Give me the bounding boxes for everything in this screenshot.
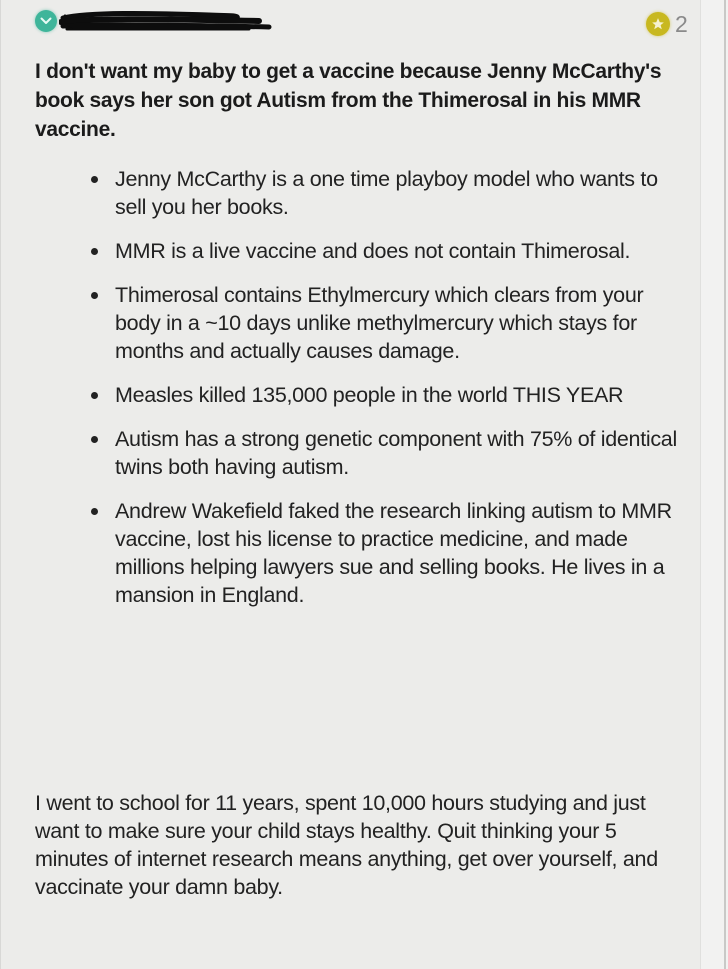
list-item <box>89 165 689 221</box>
list-item-text: Jenny McCarthy is a one time playboy model who wants to sell you her books. <box>115 167 658 219</box>
closing-paragraph: I went to school for 11 years, spent 10,000 hours studying and just want to make sure your child stays healthy. Quit thinking your 5 minutes of internet research means anything, get over yourself, and vaccinate your damn baby. <box>35 791 658 899</box>
answer-bullet-list <box>89 165 689 625</box>
bullet-icon <box>91 508 98 515</box>
star-count: 2 <box>675 11 688 37</box>
list-item <box>89 237 689 265</box>
list-item <box>89 497 689 609</box>
list-item <box>89 281 689 365</box>
list-item-text: Measles killed 135,000 people in the world THIS YEAR <box>115 383 624 407</box>
scrollbar[interactable] <box>700 0 728 969</box>
question-text: I don't want my baby to get a vaccine because Jenny McCarthy's book says her son got Autism from the Thimerosal in his MMR vaccine. <box>35 60 662 141</box>
list-item-text: Thimerosal contains Ethylmercury which clears from your body in a ~10 days unlike methylmercury which stays for months and actually causes damage. <box>115 283 644 363</box>
list-item-text: MMR is a live vaccine and does not contain Thimerosal. <box>115 239 631 263</box>
list-item <box>89 425 689 481</box>
list-item-text: Andrew Wakefield faked the research linking autism to MMR vaccine, lost his license to practice medicine, and made millions helping lawyers sue and selling books. He lives in a mansion in England. <box>115 499 672 607</box>
bullet-icon <box>91 436 98 443</box>
check-circle-icon[interactable] <box>35 10 57 32</box>
bullet-icon <box>91 176 98 183</box>
star-icon[interactable] <box>646 12 670 36</box>
post-header <box>1 0 701 48</box>
username-redacted <box>59 10 279 32</box>
bullet-icon <box>91 292 98 299</box>
list-item-text: Autism has a strong genetic component with 75% of identical twins both having autism. <box>115 427 677 479</box>
bullet-icon <box>91 248 98 255</box>
list-item <box>89 381 689 409</box>
bullet-icon <box>91 392 98 399</box>
